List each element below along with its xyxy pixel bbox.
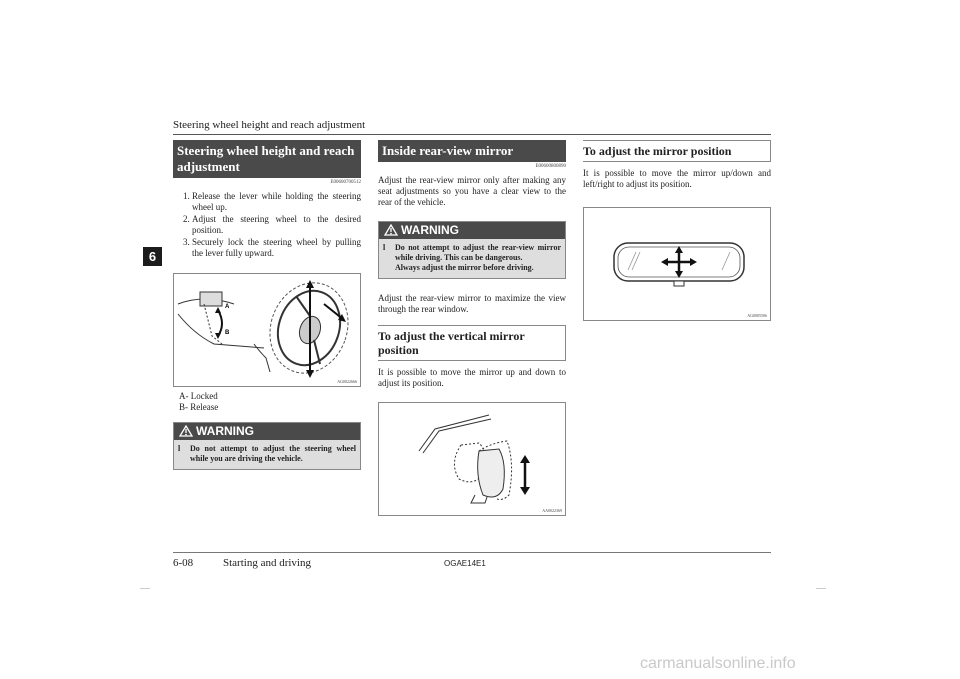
steps-list (173, 191, 361, 259)
body-paragraph: Adjust the rear-view mirror to maximize the view through the rear window. (378, 293, 566, 314)
figure-legend (173, 391, 361, 413)
step-item: 1. Release the lever while holding the steering wheel up. (192, 191, 361, 213)
mirror-side-illustration (379, 403, 565, 515)
figure-code: AG0022666 (337, 379, 357, 384)
warning-body (379, 239, 565, 278)
header-rule (173, 134, 771, 135)
steering-illustration (174, 274, 360, 386)
warning-header (174, 423, 360, 440)
crop-mark (140, 588, 150, 589)
figure-code: AA0022369 (542, 508, 562, 513)
section-title-steering: Steering wheel height and reach adjustment (173, 140, 361, 178)
warning-box-steering (173, 422, 361, 470)
subheading-mirror-position: To adjust the mirror position (583, 140, 771, 162)
model-code: OGAE14E1 (444, 559, 486, 568)
warning-header (379, 222, 565, 239)
mirror-front-figure (583, 207, 771, 321)
bullet: l (178, 444, 181, 453)
column-mirror-position (583, 140, 771, 321)
warning-box-mirror (378, 221, 566, 279)
vertical-mirror-figure (378, 402, 566, 516)
section-code: E00600700512 (330, 180, 361, 185)
section-name: Starting and driving (223, 557, 311, 569)
legend-item: A- Locked (179, 391, 218, 401)
warning-text: Do not attempt to adjust the steering wheel while you are driving the vehicle. (190, 444, 356, 463)
figure-label-a: A (225, 304, 230, 310)
warning-label: WARNING (401, 223, 459, 237)
subheading-vertical-position: To adjust the vertical mirror position (378, 325, 566, 361)
crop-mark (816, 588, 826, 589)
bullet: l (383, 243, 386, 252)
warning-text-line: Do not attempt to adjust the rear-view mirror while driving. This can be dangerous. (395, 243, 561, 262)
intro-paragraph: Adjust the rear-view mirror only after making any seat adjustments so you have a clear view to the rear of the vehicle. (378, 175, 566, 207)
warning-triangle-icon (384, 224, 398, 236)
step-item: 3. Securely lock the steering wheel by pulling the lever fully upward. (192, 237, 361, 259)
column-rear-view-mirror (378, 140, 566, 516)
figure-code: AG0005506 (747, 313, 767, 318)
warning-label: WARNING (196, 424, 254, 438)
chapter-tab: 6 (143, 247, 162, 266)
footer-rule (173, 552, 771, 553)
page-number: 6-08 (173, 557, 194, 569)
column-steering (173, 140, 361, 470)
running-header: Steering wheel height and reach adjustment (173, 119, 366, 131)
steering-wheel-figure (173, 273, 361, 387)
subheading-paragraph: It is possible to move the mirror up and down to adjust its position. (378, 367, 566, 388)
step-item: 2. Adjust the steering wheel to the desired position. (192, 214, 361, 236)
warning-text-line: Always adjust the mirror before driving. (395, 263, 534, 272)
warning-body (174, 440, 360, 469)
mirror-front-illustration (584, 208, 770, 320)
legend-item: B- Release (179, 402, 219, 412)
section-title-mirror: Inside rear-view mirror (378, 140, 566, 162)
warning-triangle-icon (179, 425, 193, 437)
subheading-paragraph: It is possible to move the mirror up/down and left/right to adjust its position. (583, 168, 771, 189)
figure-label-b: B (225, 330, 230, 336)
watermark: carmanualsonline.info (640, 655, 796, 672)
warning-text (395, 243, 561, 273)
section-code: E00600800890 (535, 164, 566, 169)
